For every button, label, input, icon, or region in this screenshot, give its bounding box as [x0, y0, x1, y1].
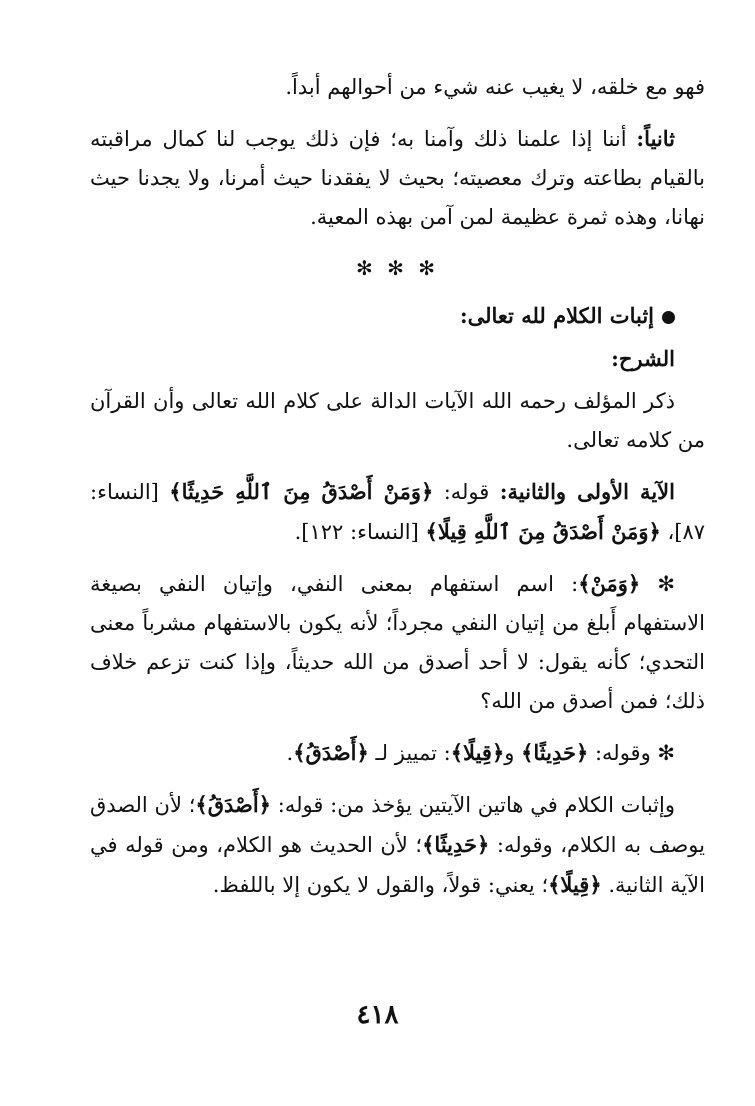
paragraph-5-text: : اسم استفهام بمعنى النفي، وإتيان النفي بصيغة الاستفهام أَبلغ من إتيان النفي مجرداً؛ لأنه يكون بالاستفهام مشرباً معنى التحدي؛ كأنه يقول: لا أحد أصدق من الله حديثاً، وإذا كنت تزعم خلاف ذلك؛ فمن أصدق من الله؟ [90, 572, 705, 713]
section-heading-text: إثبات الكلام لله تعالى: [459, 303, 654, 328]
paragraph-6-text-b: و [504, 741, 522, 765]
paragraph-5 [90, 564, 705, 721]
quran-quote-1: ﴿وَمَنْ أَصْدَقُ مِنَ ٱللَّهِ حَدِيثًا﴾ [169, 479, 434, 504]
paragraph-1-text: فهو مع خلقه، لا يغيب عنه شيء من أحوالهم أبداً. [285, 75, 705, 99]
paragraph-7-text-d: ؛ يعني: قولاً، والقول لا يكون إلا باللفظ. [212, 873, 549, 897]
quran-word-hadithan-2: ﴿حَدِيثًا﴾ [422, 832, 490, 857]
quran-word-waman: ﴿وَمَنْ﴾ [578, 571, 641, 596]
paragraph-2-text: أننا إذا علمنا ذلك وآمنا به؛ فإن ذلك يوجب لنا كمال مراقبته بالقيام بطاعته وترك معصيته؛ بحيث لا يفقدنا حيث أمرنا، ولا يجدنا حيث نهانا، وهذه ثمرة عظيمة لمن آمن بهذه المعية. [90, 127, 705, 229]
quran-word-qilan-2: ﴿قِيلًا﴾ [548, 872, 602, 897]
paragraph-5-star: ✻ [640, 572, 675, 596]
paragraph-6-text-a: ✻ وقوله: [588, 741, 675, 765]
page-number: ٤١٨ [356, 1000, 399, 1030]
paragraph-7-text-c: ؛ لأن الحديث هو الكلام، ومن قوله في الآية الثانية. [90, 833, 705, 897]
paragraph-4-label: الآية الأولى والثانية: [499, 479, 675, 504]
paragraph-4-text-b: [النساء: ٨٧]، [90, 480, 705, 544]
paragraph-3-text: ذكر المؤلف رحمه الله الآيات الدالة على كلام الله تعالى وأن القرآن من كلامه تعالى. [90, 389, 705, 452]
paragraph-1 [90, 68, 705, 107]
paragraph-7-text-a: وإثبات الكلام في هاتين الآيتين يؤخذ من: قوله: [270, 793, 675, 817]
quran-word-asdaq: ﴿أَصْدَقُ﴾ [293, 740, 369, 765]
quran-word-hadithan: ﴿حَدِيثًا﴾ [521, 740, 589, 765]
paragraph-4 [90, 472, 705, 552]
paragraph-7 [90, 785, 705, 905]
bullet-icon [662, 311, 675, 324]
paragraph-2 [90, 119, 705, 237]
paragraph-2-label: ثانياً: [636, 126, 675, 151]
sharh-heading-text: الشرح: [611, 346, 675, 371]
quran-word-qilan: ﴿قِيلًا﴾ [450, 740, 505, 765]
paragraph-6-text-c: : تمييز لـ [368, 741, 451, 765]
quran-quote-2: ﴿وَمَنْ أَصْدَقُ مِنَ ٱللَّهِ قِيلًا﴾ [425, 519, 661, 544]
paragraph-4-text-c: [النساء: ١٢٢]. [294, 520, 426, 544]
page-body [90, 68, 705, 917]
paragraph-7-text-b: ؛ لأن الصدق يوصف به الكلام، وقوله: [90, 793, 705, 857]
section-heading [90, 296, 705, 335]
section-divider-stars: ✻ ✻ ✻ [356, 256, 439, 280]
quran-word-asdaq-2: ﴿أَصْدَقُ﴾ [195, 792, 271, 817]
paragraph-4-text-a: قوله: [433, 480, 500, 504]
paragraph-6 [90, 733, 705, 773]
sharh-heading [90, 339, 705, 378]
paragraph-3 [90, 382, 705, 460]
paragraph-6-text-d: . [286, 741, 294, 765]
